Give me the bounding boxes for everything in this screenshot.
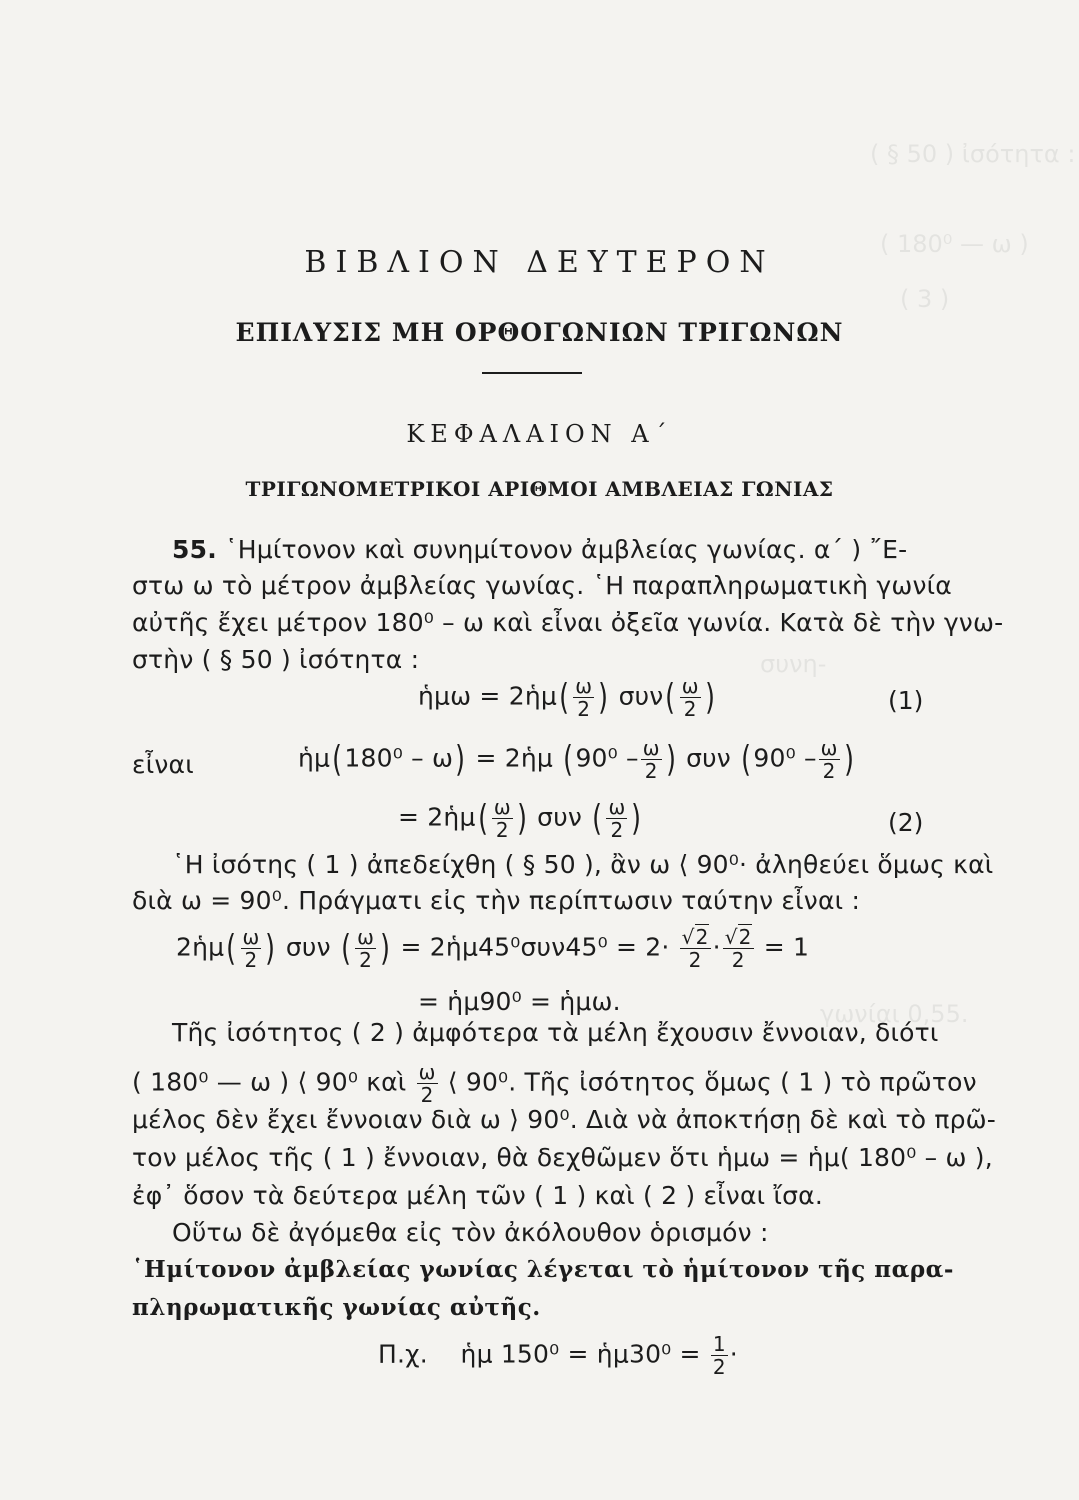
body-line: στὴν ( § 50 ) ἰσότητα : bbox=[132, 645, 420, 674]
title-divider bbox=[482, 372, 582, 374]
section-heading-text: ῾Ημίτονον καὶ συνημίτονον ἀμβλείας γωνίας. α΄ ) ῎Ε- bbox=[225, 535, 908, 564]
body-line: ἐφ᾽ ὅσον τὰ δεύτερα μέλη τῶν ( 1 ) καὶ ( 2 ) εἶναι ἴσα. bbox=[132, 1181, 823, 1210]
section-heading-line bbox=[172, 535, 907, 564]
chapter-title: ΤΡΙΓΩΝΟΜΕΤΡΙΚΟΙ ΑΡΙΘΜΟΙ ΑΜΒΛΕΙΑΣ ΓΩΝΙΑΣ bbox=[245, 477, 834, 501]
equation-2b: = 2ἡμ( $\frac{\omega}{2}$ ) συν ( $\frac{\omega}{2}$ ) bbox=[398, 795, 642, 842]
body-line: διὰ ω = 90⁰. Πράγματι εἰς τὴν περίπτωσιν ταύτην εἶναι : bbox=[132, 886, 861, 915]
equation-2a: ἡμ(180⁰ – ω) = 2ἡμ (90⁰ – $\frac{\omega}{2}$ ) συν (90⁰ – $\frac{\omega}{2}$ ) bbox=[298, 736, 854, 783]
equation-number-1: (1) bbox=[888, 686, 924, 715]
chapter-label: ΚΕΦΑΛΑΙΟΝ Α΄ bbox=[406, 420, 673, 448]
body-line: ( 180⁰ — ω ) ⟨ 90⁰ καὶ $\frac{\omega}{2}$ ⟨ 90⁰. Τῆς ἰσότητος ὅμως ( 1 ) τὸ πρῶτον bbox=[132, 1060, 977, 1107]
example-label: Π.χ. bbox=[378, 1339, 428, 1369]
body-line: Οὕτω δὲ ἀγόμεθα εἰς τὸν ἀκόλουθον ὁρισμόν : bbox=[172, 1218, 769, 1247]
equation-3-line-2: = ἡμ90⁰ = ἡμω. bbox=[418, 987, 621, 1016]
equation-1: ἡμω = 2ἡμ( $\frac{\omega}{2}$ ) συν( $\frac{\omega}{2}$ ) bbox=[418, 674, 715, 721]
definition-line: ῾Ημίτονον ἀμβλείας γωνίας λέγεται τὸ ἡμίτονον τῆς παρα- bbox=[132, 1256, 954, 1283]
body-line: αὐτῆς ἔχει μέτρον 180⁰ – ω καὶ εἶναι ὀξεῖα γωνία. Κατὰ δὲ τὴν γνω- bbox=[132, 608, 1004, 637]
section-number: 55. bbox=[172, 535, 217, 564]
body-line: τον μέλος τῆς ( 1 ) ἔννοιαν, θὰ δεχθῶμεν ὅτι ἡμω = ἡμ( 180⁰ – ω ), bbox=[132, 1143, 993, 1172]
body-line: ῾Η ἰσότης ( 1 ) ἀπεδείχθη ( § 50 ), ἂν ω ⟨ 90⁰· ἀληθεύει ὅμως καὶ bbox=[172, 850, 994, 879]
body-line: μέλος δὲν ἔχει ἔννοιαν διὰ ω ⟩ 90⁰. Διὰ νὰ ἀποκτήσῃ δὲ καὶ τὸ πρῶ- bbox=[132, 1105, 997, 1134]
book-title: ΒΙΒΛΙΟΝ ΔΕΥΤΕΡΟΝ bbox=[304, 245, 775, 280]
einai-label: εἶναι bbox=[132, 750, 194, 779]
part-title: ΕΠΙΛΥΣΙΣ ΜΗ ΟΡΘΟΓΩΝΙΩΝ ΤΡΙΓΩΝΩΝ bbox=[235, 318, 844, 347]
body-line: στω ω τὸ μέτρον ἀμβλείας γωνίας. ῾Η παραπληρωματικὴ γωνία bbox=[132, 571, 952, 600]
document-page: ( § 50 ) ἰσότητα : ( 180⁰ — ω ) ( 3 ) συνη- γωνίαι 0,55. ΒΙΒΛΙΟΝ ΔΕΥΤΕΡΟΝ ΕΠΙΛΥΣΙΣ ΜΗ ΟΡΘΟΓΩΝΙΩΝ ΤΡΙΓΩΝΩΝ ΚΕΦΑΛΑΙΟΝ Α΄ ΤΡΙΓΩΝΟΜΕΤΡΙΚΟΙ ΑΡΙΘΜΟΙ ΑΜΒΛΕΙΑΣ ΓΩΝΙΑΣ 55. ῾Ημίτονον καὶ συνημίτονον ἀμβλείας γωνίας. α΄ ) ῎Ε- στω ω τὸ μέτρον ἀμβλείας γωνίας. ῾Η παραπληρωματικὴ γωνία αὐτῆς ἔχει μέτρον 180⁰ – ω καὶ εἶναι ὀξεῖα γωνία. Κατὰ δὲ τὴν γνω- στὴν ( § 50 ) ἰσότητα : ἡμω = 2ἡμ( $\frac{\omega}{2}$ ) συν( $\frac{\omega}{2}$ ) (1) εἶναι ἡμ(180⁰ – ω) = 2ἡμ (90⁰ – $\frac{\omega}{2}$ ) συν (90⁰ – $\frac{\omega}{2}$ ) = 2ἡμ( $\frac{\omega}{2}$ ) συν ( $\frac{\omega}{2}$ ) (2) ῾Η ἰσότης ( 1 ) ἀπεδείχθη ( § 50 ), ἂν ω ⟨ 90⁰· ἀληθεύει ὅμως καὶ διὰ ω = 90⁰. Πράγματι εἰς τὴν περίπτωσιν ταύτην εἶναι : 2ἡμ( $\frac{\omega}{2}$ ) συν ( $\frac{\omega}{2}$ ) = 2ἡμ45⁰συν45⁰ = 2· $\frac{√2}{2}$ · $\frac{√2}{2}$ = 1 = ἡμ90⁰ = ἡμω. Τῆς ἰσότητος ( 2 ) ἀμφότερα τὰ μέλη ἔχουσιν ἔννοιαν, διότι ( 180⁰ — ω ) ⟨ 90⁰ καὶ $\frac{\omega}{2}$ ⟨ 90⁰. Τῆς ἰσότητος ὅμως ( 1 ) τὸ πρῶτον μέλος δὲν ἔχει ἔννοιαν διὰ ω ⟩ 90⁰. Διὰ νὰ ἀποκτήσῃ δὲ καὶ τὸ πρῶ- τον μέλος τῆς ( 1 ) ἔννοιαν, θὰ δεχθῶμεν ὅτι ἡμω = ἡμ( 180⁰ – ω ), ἐφ᾽ ὅσον τὰ δεύτερα μέλη τῶν ( 1 ) καὶ ( 2 ) εἶναι ἴσα. Οὕτω δὲ ἀγόμεθα εἰς τὸν ἀκόλουθον ὁρισμόν : ῾Ημίτονον ἀμβλείας γωνίας λέγεται τὸ ἡμίτονον τῆς παρα- πληρωματικῆς γωνίας αὐτῆς. Π.χ. ἡμ 150⁰ = ἡμ30⁰ = $\frac{1}{2}$ · bbox=[0, 0, 1079, 1500]
body-line: Τῆς ἰσότητος ( 2 ) ἀμφότερα τὰ μέλη ἔχουσιν ἔννοιαν, διότι bbox=[172, 1018, 939, 1047]
equation-number-2: (2) bbox=[888, 808, 924, 837]
definition-line: πληρωματικῆς γωνίας αὐτῆς. bbox=[132, 1294, 541, 1321]
equation-3: 2ἡμ( $\frac{\omega}{2}$ ) συν ( $\frac{\omega}{2}$ ) = 2ἡμ45⁰συν45⁰ = 2· $\frac{√2}{2}$ · $\frac{√2}{2}$ = 1 bbox=[176, 925, 810, 972]
example-line: Π.χ. ἡμ 150⁰ = ἡμ30⁰ = $\frac{1}{2}$ · bbox=[378, 1332, 738, 1379]
